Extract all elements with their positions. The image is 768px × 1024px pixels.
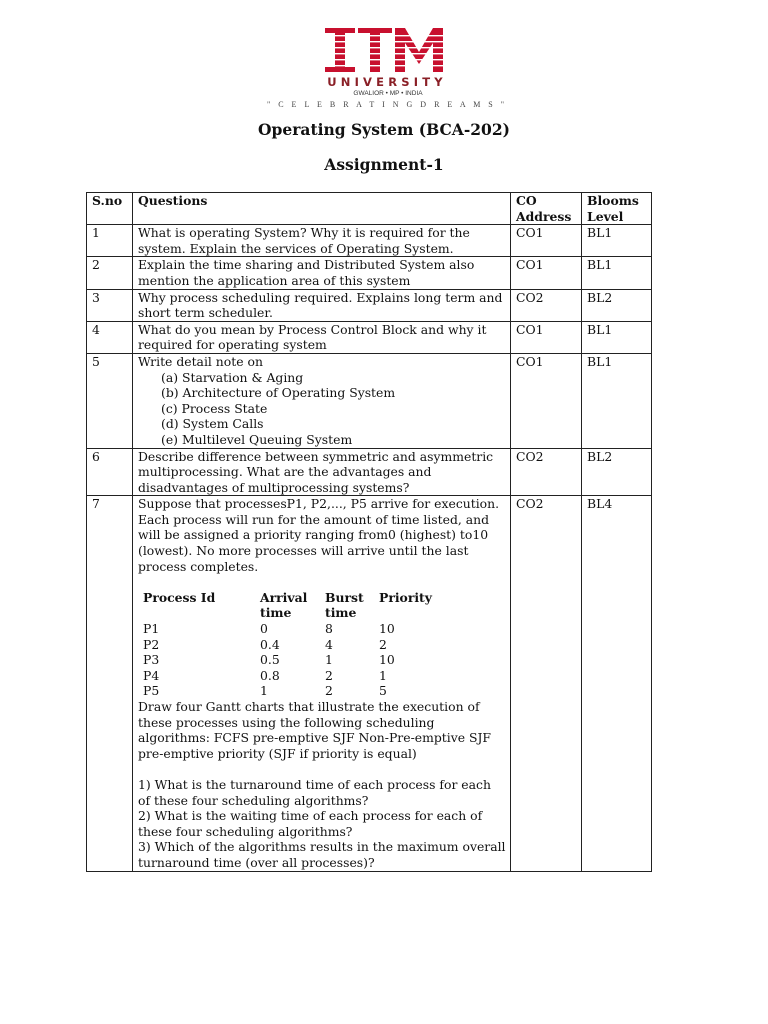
list-item: (b) Architecture of Operating System	[161, 385, 396, 401]
logo-university-text: UNIVERSITY	[327, 75, 447, 89]
process-arrival: 0	[260, 621, 268, 637]
university-logo	[0, 28, 768, 109]
list-item: (a) Starvation & Aging	[161, 369, 304, 385]
header-sno: S.no	[87, 193, 133, 225]
row-bl: BL2	[582, 448, 652, 496]
row-bl: BL4	[582, 496, 652, 871]
process-header-row	[138, 590, 444, 621]
process-burst: 4	[325, 636, 333, 652]
assignment-table	[86, 192, 652, 872]
list-item: (e) Multilevel Queuing System	[161, 431, 353, 447]
row-question	[133, 353, 511, 448]
process-arrival: 0.4	[260, 636, 280, 652]
process-id: P4	[143, 667, 160, 683]
question-lead: Write detail note on	[138, 353, 263, 369]
header-blooms-level: Blooms Level	[582, 193, 652, 225]
row-sno: 5	[87, 353, 133, 448]
table-row	[87, 289, 652, 321]
row-co: CO2	[511, 496, 582, 871]
table-row	[87, 448, 652, 496]
table-row	[87, 353, 652, 448]
process-id: P5	[143, 683, 160, 699]
row-question: Explain the time sharing and Distributed System also mention the application area of this system	[133, 257, 511, 289]
process-burst: 2	[325, 683, 333, 699]
table-row	[87, 321, 652, 353]
process-priority: 10	[379, 652, 395, 668]
question-intro: Suppose that processesP1, P2,..., P5 arrive for execution. Each process will run for the amount of time listed, and will be assigned a priority ranging from0 (highest) to10 (lowest). No more processes will arrive until the last process completes.	[138, 496, 500, 574]
row-bl: BL1	[582, 257, 652, 289]
list-item: (c) Process State	[161, 400, 268, 416]
row-sno: 6	[87, 448, 133, 496]
header-questions: Questions	[133, 193, 511, 225]
process-id-header: Process Id	[143, 589, 216, 605]
row-co: CO1	[511, 257, 582, 289]
row-co: CO1	[511, 225, 582, 257]
burst-time-header: Burst time	[325, 589, 364, 621]
process-arrival: 1	[260, 683, 268, 699]
process-burst: 2	[325, 667, 333, 683]
row-question: What do you mean by Process Control Block and why it required for operating system	[133, 321, 511, 353]
row-sno: 4	[87, 321, 133, 353]
table-header-row	[87, 193, 652, 225]
list-item: (d) System Calls	[161, 416, 264, 432]
process-priority: 2	[379, 636, 387, 652]
priority-header: Priority	[379, 589, 432, 605]
process-id: P2	[143, 636, 160, 652]
sub-question-1: 1) What is the turnaround time of each process for each of these four scheduling algorithms?	[138, 776, 491, 808]
row-question: Describe difference between symmetric and asymmetric multiprocessing. What are the advantages and disadvantages of multiprocessing systems?	[133, 448, 511, 496]
sub-question-2: 2) What is the waiting time of each process for each of these four scheduling algorithms?	[138, 808, 483, 839]
itm-logo-mark	[325, 28, 443, 72]
table-row	[87, 496, 652, 871]
process-row	[138, 652, 444, 668]
process-priority: 10	[379, 621, 395, 637]
topic-list	[138, 370, 506, 448]
process-row	[138, 668, 444, 684]
process-priority: 1	[379, 667, 387, 683]
table-row	[87, 257, 652, 289]
row-co: CO2	[511, 289, 582, 321]
row-question: Why process scheduling required. Explains long term and short term scheduler.	[133, 289, 511, 321]
process-id: P1	[143, 621, 160, 637]
row-question	[133, 496, 511, 871]
process-arrival: 0.5	[260, 652, 280, 668]
process-burst: 1	[325, 652, 333, 668]
logo-tagline: " C E L E B R A T I N G D R E A M S "	[266, 100, 508, 109]
process-burst: 8	[325, 621, 333, 637]
gantt-instruction: Draw four Gantt charts that illustrate the execution of these processes using the following scheduling algorithms: FCFS pre-emptive SJF Non-Pre-emptive SJF pre-emptive priority (SJF if priority is equal)	[138, 699, 492, 761]
row-bl: BL1	[582, 225, 652, 257]
sub-question-3: 3) Which of the algorithms results in the maximum overall turnaround time (over all processes)?	[138, 839, 506, 870]
logo-location-text: GWALIOR • MP • INDIA	[353, 90, 423, 97]
table-row	[87, 225, 652, 257]
row-sno: 3	[87, 289, 133, 321]
process-row	[138, 683, 444, 699]
row-bl: BL1	[582, 353, 652, 448]
row-bl: BL1	[582, 321, 652, 353]
row-question: What is operating System? Why it is required for the system. Explain the services of Operating System.	[133, 225, 511, 257]
row-sno: 2	[87, 257, 133, 289]
process-table	[138, 590, 444, 699]
row-sno: 7	[87, 496, 133, 871]
page-title: Operating System (BCA-202)	[258, 120, 510, 139]
header-co-address: CO Address	[511, 193, 582, 225]
process-priority: 5	[379, 683, 387, 699]
process-row	[138, 621, 444, 637]
process-id: P3	[143, 652, 160, 668]
row-sno: 1	[87, 225, 133, 257]
page-subtitle: Assignment-1	[324, 155, 444, 174]
process-row	[138, 637, 444, 653]
arrival-time-header: Arrival time	[260, 589, 308, 621]
row-co: CO1	[511, 321, 582, 353]
row-co: CO1	[511, 353, 582, 448]
row-co: CO2	[511, 448, 582, 496]
process-arrival: 0.8	[260, 667, 280, 683]
row-bl: BL2	[582, 289, 652, 321]
